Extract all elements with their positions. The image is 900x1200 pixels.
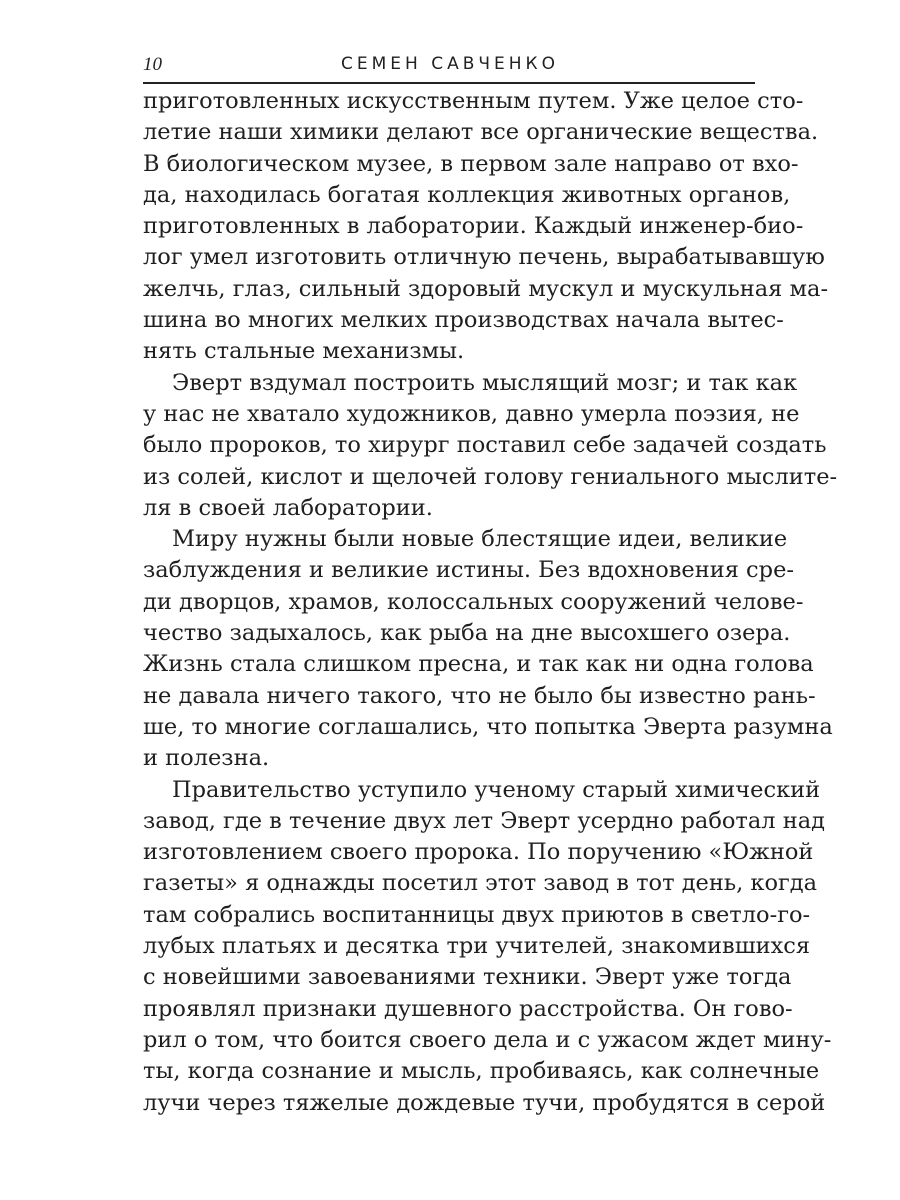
text-line: и полезна.	[143, 745, 270, 772]
text-line: ты, когда сознание и мысль, пробиваясь, как солнечные	[143, 1058, 820, 1085]
text-line: рил о том, что боится своего дела и с ужасом ждет мину-	[143, 1026, 832, 1053]
text-line: у нас не хватало художников, давно умерла поэзия, не	[143, 400, 800, 427]
text-line: Правительство уступило ученому старый химический	[172, 776, 821, 803]
text-line: ля в своей лаборатории.	[143, 494, 433, 521]
text-line: лучи через тяжелые дождевые тучи, пробудятся в серой	[143, 1089, 826, 1116]
text-line: ди дворцов, храмов, колоссальных сооружений челове-	[143, 588, 804, 615]
text-line: Эверт вздумал построить мыслящий мозг; и так как	[172, 369, 798, 396]
text-line: лубых платьях и десятка три учителей, знакомившихся	[143, 933, 811, 960]
text-line: приготовленных в лаборатории. Каждый инженер-био-	[143, 213, 804, 240]
text-line: да, находилась богатая коллекция животных органов,	[143, 181, 791, 208]
text-line: нять стальные механизмы.	[143, 338, 465, 365]
text-line: изготовлением своего пророка. По поручению «Южной	[143, 839, 814, 866]
text-line: проявлял признаки душевного расстройства. Он гово-	[143, 995, 793, 1022]
text-line: ше, то многие соглашались, что попытка Эверта разумна	[143, 713, 833, 740]
text-line: газеты» я однажды посетил этот завод в тот день, когда	[143, 870, 818, 897]
body-text	[143, 86, 838, 1119]
text-line: приготовленных искусственным путем. Уже целое сто-	[143, 88, 804, 114]
header-rule	[143, 82, 755, 84]
text-line: чество задыхалось, как рыба на дне высохшего озера.	[143, 620, 791, 647]
text-line: Миру нужны были новые блестящие идеи, великие	[172, 526, 788, 553]
text-line: заблуждения и великие истины. Без вдохновения сре-	[143, 557, 794, 584]
text-line: В биологическом музее, в первом зале направо от вхо-	[143, 150, 799, 177]
text-line: было пророков, то хирург поставил себе задачей создать	[143, 432, 827, 459]
text-line: лог умел изготовить отличную печень, вырабатывавшую	[143, 244, 825, 271]
page-number: 10	[143, 54, 162, 75]
text-line: из солей, кислот и щелочей голову гениального мыслите-	[143, 463, 838, 490]
text-line: летие наши химики делают все органические вещества.	[143, 119, 819, 146]
text-line: завод, где в течение двух лет Эверт усердно работал над	[143, 807, 825, 834]
text-line: не давала ничего такого, что не было бы известно рань-	[143, 682, 816, 709]
text-line: шина во многих мелких производствах начала вытес-	[143, 307, 784, 334]
text-line: Жизнь стала слишком пресна, и так как ни одна голова	[143, 651, 814, 678]
text-line: с новейшими завоеваниями техники. Эверт уже тогда	[143, 964, 792, 991]
text-line: желчь, глаз, сильный здоровый мускул и мускульная ма-	[143, 275, 829, 302]
text-line: там собрались воспитанницы двух приютов в светло-го-	[143, 901, 811, 928]
running-title: СЕМЕН САВЧЕНКО	[341, 54, 559, 74]
